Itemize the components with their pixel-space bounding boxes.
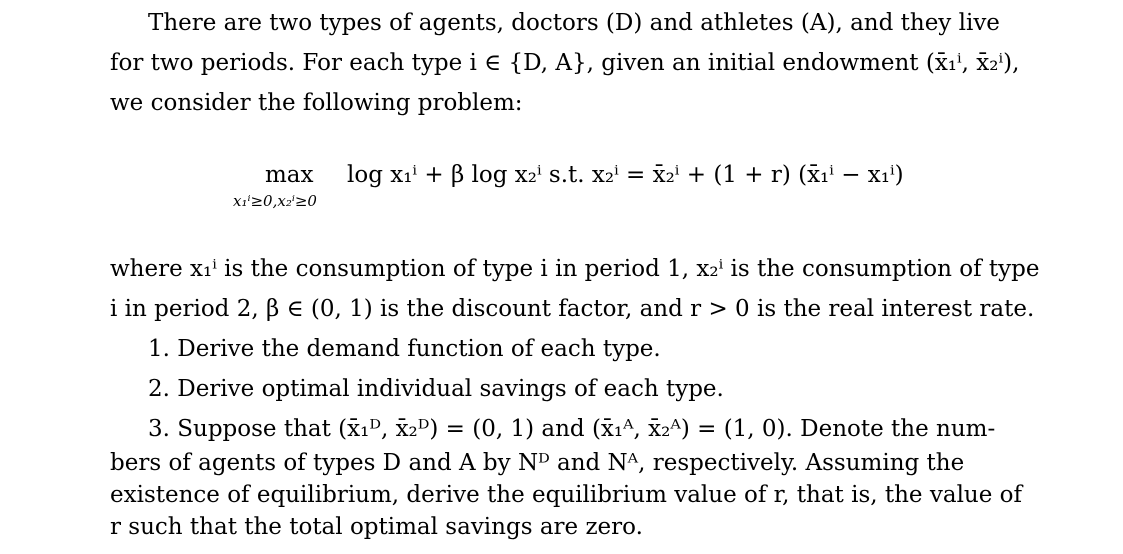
list-item-3-cont-2: existence of equilibrium, derive the equilibrium value of r, that is, the value of (110, 482, 1023, 508)
intro-line-1: There are two types of agents, doctors (D) and athletes (A), and they live (148, 10, 1000, 36)
list-item-1: 1. Derive the demand function of each type. (148, 336, 661, 362)
list-item-3-cont-1: bers of agents of types D and A by Nᴰ and Nᴬ, respectively. Assuming the (110, 450, 965, 476)
list-item-3-cont-3: r such that the total optimal savings are zero. (110, 514, 643, 540)
intro-line-3: we consider the following problem: (110, 90, 523, 116)
equation-body: log x₁ⁱ + β log x₂ⁱ s.t. x₂ⁱ = x̄₂ⁱ + (1 + r) (x̄₁ⁱ − x₁ⁱ) (347, 162, 904, 188)
intro-line-2: for two periods. For each type i ∈ {D, A}, given an initial endowment (x̄₁ⁱ, x̄₂ⁱ), (110, 50, 1020, 76)
where-line-2: i in period 2, β ∈ (0, 1) is the discount factor, and r > 0 is the real interest rate. (110, 296, 1035, 322)
list-item-2: 2. Derive optimal individual savings of each type. (148, 376, 724, 402)
max-operator: max (265, 162, 314, 188)
list-item-3: 3. Suppose that (x̄₁ᴰ, x̄₂ᴰ) = (0, 1) and (x̄₁ᴬ, x̄₂ᴬ) = (1, 0). Denote the num- (148, 416, 996, 442)
max-constraint: x₁ⁱ≥0,x₂ⁱ≥0 (233, 192, 317, 210)
where-line-1: where x₁ⁱ is the consumption of type i in period 1, x₂ⁱ is the consumption of type (110, 256, 1040, 282)
